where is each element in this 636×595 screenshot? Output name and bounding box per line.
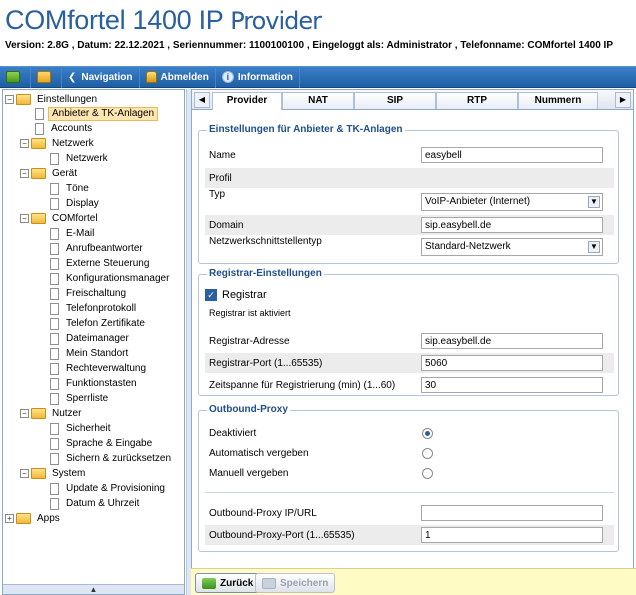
tree-item-display[interactable]: Display <box>50 196 102 211</box>
folder-icon <box>31 468 46 479</box>
registrar-zeit-row <box>205 375 614 395</box>
name-row <box>205 145 614 165</box>
deaktiviert-radio[interactable] <box>422 428 433 439</box>
tree-item-netzwerk-folder[interactable]: − Netzwerk <box>20 136 97 151</box>
home-button[interactable] <box>0 66 31 88</box>
registrar-adresse-input[interactable] <box>421 333 603 349</box>
tree-item-geraet[interactable]: − Gerät <box>20 166 80 181</box>
registrar-checkbox[interactable]: ✓ <box>205 289 217 301</box>
info-line: Version: 2.8G , Datum: 22.12.2021 , Seriennummer: 1100100100 , Eingeloggt als: Administrator , Telefonname: COMfortel 1400 IP <box>5 40 613 51</box>
document-icon <box>50 423 59 435</box>
document-icon <box>50 243 59 255</box>
proxy-port-input[interactable] <box>421 527 603 543</box>
document-icon <box>50 483 59 495</box>
tree-item-comfortel[interactable]: − COMfortel <box>20 211 101 226</box>
back-button[interactable]: Zurück <box>195 573 260 593</box>
registrar-port-row <box>205 353 614 373</box>
folder-icon <box>31 213 46 224</box>
document-icon <box>50 378 59 390</box>
automatisch-label: Automatisch vergeben <box>209 447 309 459</box>
tree-item-datum[interactable]: Datum & Uhrzeit <box>50 496 142 511</box>
chevron-down-icon: ▼ <box>588 241 600 253</box>
typ-select[interactable] <box>421 193 603 211</box>
netzwerk-select[interactable] <box>421 238 603 256</box>
tree-item-telefonprotokoll[interactable]: Telefonprotokoll <box>50 301 139 316</box>
tree-collapse-handle[interactable] <box>3 584 184 594</box>
tree-item-apps[interactable]: + Apps <box>5 511 63 526</box>
chevron-left-icon: ❮ <box>68 71 77 83</box>
netzwerk-value: Standard-Netzwerk <box>425 241 511 252</box>
netzwerk-row <box>205 236 614 256</box>
name-input[interactable] <box>421 147 603 163</box>
registrar-settings-group <box>198 268 619 396</box>
outbound-proxy-group <box>198 404 619 552</box>
document-icon <box>50 453 59 465</box>
name-label: Name <box>209 149 236 161</box>
document-icon <box>35 123 44 135</box>
document-icon <box>50 363 59 375</box>
folder-button[interactable] <box>31 66 62 88</box>
document-icon <box>35 108 44 120</box>
tree-item-einstellungen[interactable]: − Einstellungen <box>5 92 100 107</box>
document-icon <box>50 348 59 360</box>
collapse-icon[interactable]: − <box>20 169 29 178</box>
tree-item-system[interactable]: − System <box>20 466 88 481</box>
section-title: Provider <box>230 7 322 35</box>
document-icon <box>50 198 59 210</box>
tree-item-telefon-zertifikate[interactable]: Telefon Zertifikate <box>50 316 148 331</box>
registrar-status: Registrar ist aktiviert <box>209 308 291 318</box>
profil-label: Profil <box>209 172 232 184</box>
tree-item-externe-steuerung[interactable]: Externe Steuerung <box>50 256 152 271</box>
typ-row <box>205 189 614 209</box>
manuell-row <box>205 463 614 483</box>
navigation-button[interactable]: ❮ Navigation <box>62 66 140 88</box>
divider <box>205 492 614 493</box>
collapse-icon[interactable]: − <box>5 95 14 104</box>
tree-item-anbieter[interactable]: Anbieter & TK-Anlagen <box>35 106 158 121</box>
tab-bar <box>192 90 633 110</box>
deaktiviert-row <box>205 423 614 443</box>
tree-item-nutzer[interactable]: − Nutzer <box>20 406 84 421</box>
product-title: COMfortel 1400 IP <box>5 5 224 35</box>
domain-label: Domain <box>209 219 244 231</box>
chevron-right-icon: ▶ <box>619 95 627 104</box>
registrar-port-input[interactable] <box>421 355 603 371</box>
document-icon <box>50 183 59 195</box>
tree-item-funktionstasten[interactable]: Funktionstasten <box>50 376 140 391</box>
automatisch-radio[interactable] <box>422 448 433 459</box>
save-icon <box>262 578 276 589</box>
manuell-radio[interactable] <box>422 468 433 479</box>
tree-item-update[interactable]: Update & Provisioning <box>50 481 168 496</box>
proxy-ip-label: Outbound-Proxy IP/URL <box>209 507 317 519</box>
back-arrow-icon <box>202 578 216 589</box>
document-icon <box>50 498 59 510</box>
navigation-tree <box>2 89 185 595</box>
main-panel <box>191 89 634 595</box>
document-icon <box>50 153 59 165</box>
tab-scroll-right[interactable] <box>615 92 631 108</box>
folder-icon <box>31 138 46 149</box>
collapse-icon[interactable]: − <box>20 409 29 418</box>
proxy-port-row <box>205 525 614 545</box>
document-icon <box>50 333 59 345</box>
typ-label: Typ <box>209 189 226 200</box>
document-icon <box>50 228 59 240</box>
toolbar <box>0 66 636 88</box>
tree-item-sicherheit[interactable]: Sicherheit <box>50 421 113 436</box>
group-title: Outbound-Proxy <box>209 404 288 415</box>
logout-button[interactable]: Abmelden <box>140 66 216 88</box>
tree-item-rechteverwaltung[interactable]: Rechteverwaltung <box>50 361 149 376</box>
info-icon: i <box>222 71 234 83</box>
folder-icon <box>16 513 31 524</box>
tree-item-dateimanager[interactable]: Dateimanager <box>50 331 132 346</box>
manuell-label: Manuell vergeben <box>209 467 289 479</box>
tab-nat[interactable]: NAT <box>282 92 354 109</box>
document-icon <box>50 438 59 450</box>
folder-icon <box>31 168 46 179</box>
tree-item-sprache[interactable]: Sprache & Eingabe <box>50 436 155 451</box>
group-title: Einstellungen für Anbieter & TK-Anlagen <box>209 124 403 135</box>
collapse-icon[interactable]: − <box>20 469 29 478</box>
tree-item-sperrliste[interactable]: Sperrliste <box>50 391 111 406</box>
chevron-left-icon: ◀ <box>198 95 206 104</box>
registrar-zeit-input[interactable] <box>421 377 603 393</box>
save-button[interactable]: Speichern <box>255 573 335 593</box>
tab-scroll-left[interactable] <box>194 92 210 108</box>
typ-value: VoIP-Anbieter (Internet) <box>425 196 531 207</box>
tree-item-email[interactable]: E-Mail <box>50 226 97 241</box>
group-title: Registrar-Einstellungen <box>209 268 322 279</box>
document-icon <box>50 273 59 285</box>
domain-input[interactable] <box>421 217 603 233</box>
lock-icon <box>146 71 157 83</box>
document-icon <box>50 258 59 270</box>
document-icon <box>50 318 59 330</box>
domain-row <box>205 215 614 235</box>
tab-provider[interactable]: Provider <box>212 92 282 110</box>
registrar-adresse-label: Registrar-Adresse <box>209 335 290 347</box>
tree-item-mein-standort[interactable]: Mein Standort <box>50 346 131 361</box>
document-icon <box>50 393 59 405</box>
chevron-up-icon: ▲ <box>89 585 98 594</box>
registrar-zeit-label: Zeitspanne für Registrierung (min) (1...60) <box>209 379 396 391</box>
collapse-icon[interactable]: − <box>20 139 29 148</box>
registrar-check-label: Registrar <box>222 289 267 301</box>
registrar-check-row <box>205 285 614 305</box>
folder-icon <box>37 71 51 83</box>
tree-item-toene[interactable]: Töne <box>50 181 92 196</box>
tree-item-sichern[interactable]: Sichern & zurücksetzen <box>50 451 174 466</box>
document-icon <box>50 303 59 315</box>
registrar-status-row <box>205 303 614 323</box>
netzwerk-label: Netzwerkschnittstellentyp <box>209 236 322 247</box>
tab-sip[interactable]: SIP <box>354 92 436 109</box>
tree-item-anrufbeantworter[interactable]: Anrufbeantworter <box>50 241 146 256</box>
proxy-port-label: Outbound-Proxy-Port (1...65535) <box>209 529 355 541</box>
folder-icon <box>16 94 31 105</box>
tab-rtp[interactable]: RTP <box>436 92 518 109</box>
profil-row <box>205 168 614 188</box>
tree-item-netzwerk[interactable]: Netzwerk <box>50 151 111 166</box>
tab-nummern[interactable]: Nummern <box>518 92 598 109</box>
tree-item-accounts[interactable]: Accounts <box>35 121 95 136</box>
registrar-adresse-row <box>205 331 614 351</box>
bottom-bar <box>191 568 636 595</box>
page-title <box>5 4 321 37</box>
registrar-port-label: Registrar-Port (1...65535) <box>209 357 323 369</box>
home-icon <box>6 71 20 83</box>
tree-item-freischaltung[interactable]: Freischaltung <box>50 286 129 301</box>
automatisch-row <box>205 443 614 463</box>
document-icon <box>50 288 59 300</box>
information-button[interactable]: i Information <box>216 66 300 88</box>
chevron-down-icon: ▼ <box>588 196 600 208</box>
tree-item-konfigurationsmanager[interactable]: Konfigurationsmanager <box>50 271 172 286</box>
collapse-icon[interactable]: − <box>20 214 29 223</box>
proxy-ip-row <box>205 503 614 523</box>
proxy-ip-input[interactable] <box>421 505 603 521</box>
provider-settings-group <box>198 124 619 264</box>
deaktiviert-label: Deaktiviert <box>209 427 257 439</box>
folder-icon <box>31 408 46 419</box>
expand-icon[interactable]: + <box>5 514 14 523</box>
